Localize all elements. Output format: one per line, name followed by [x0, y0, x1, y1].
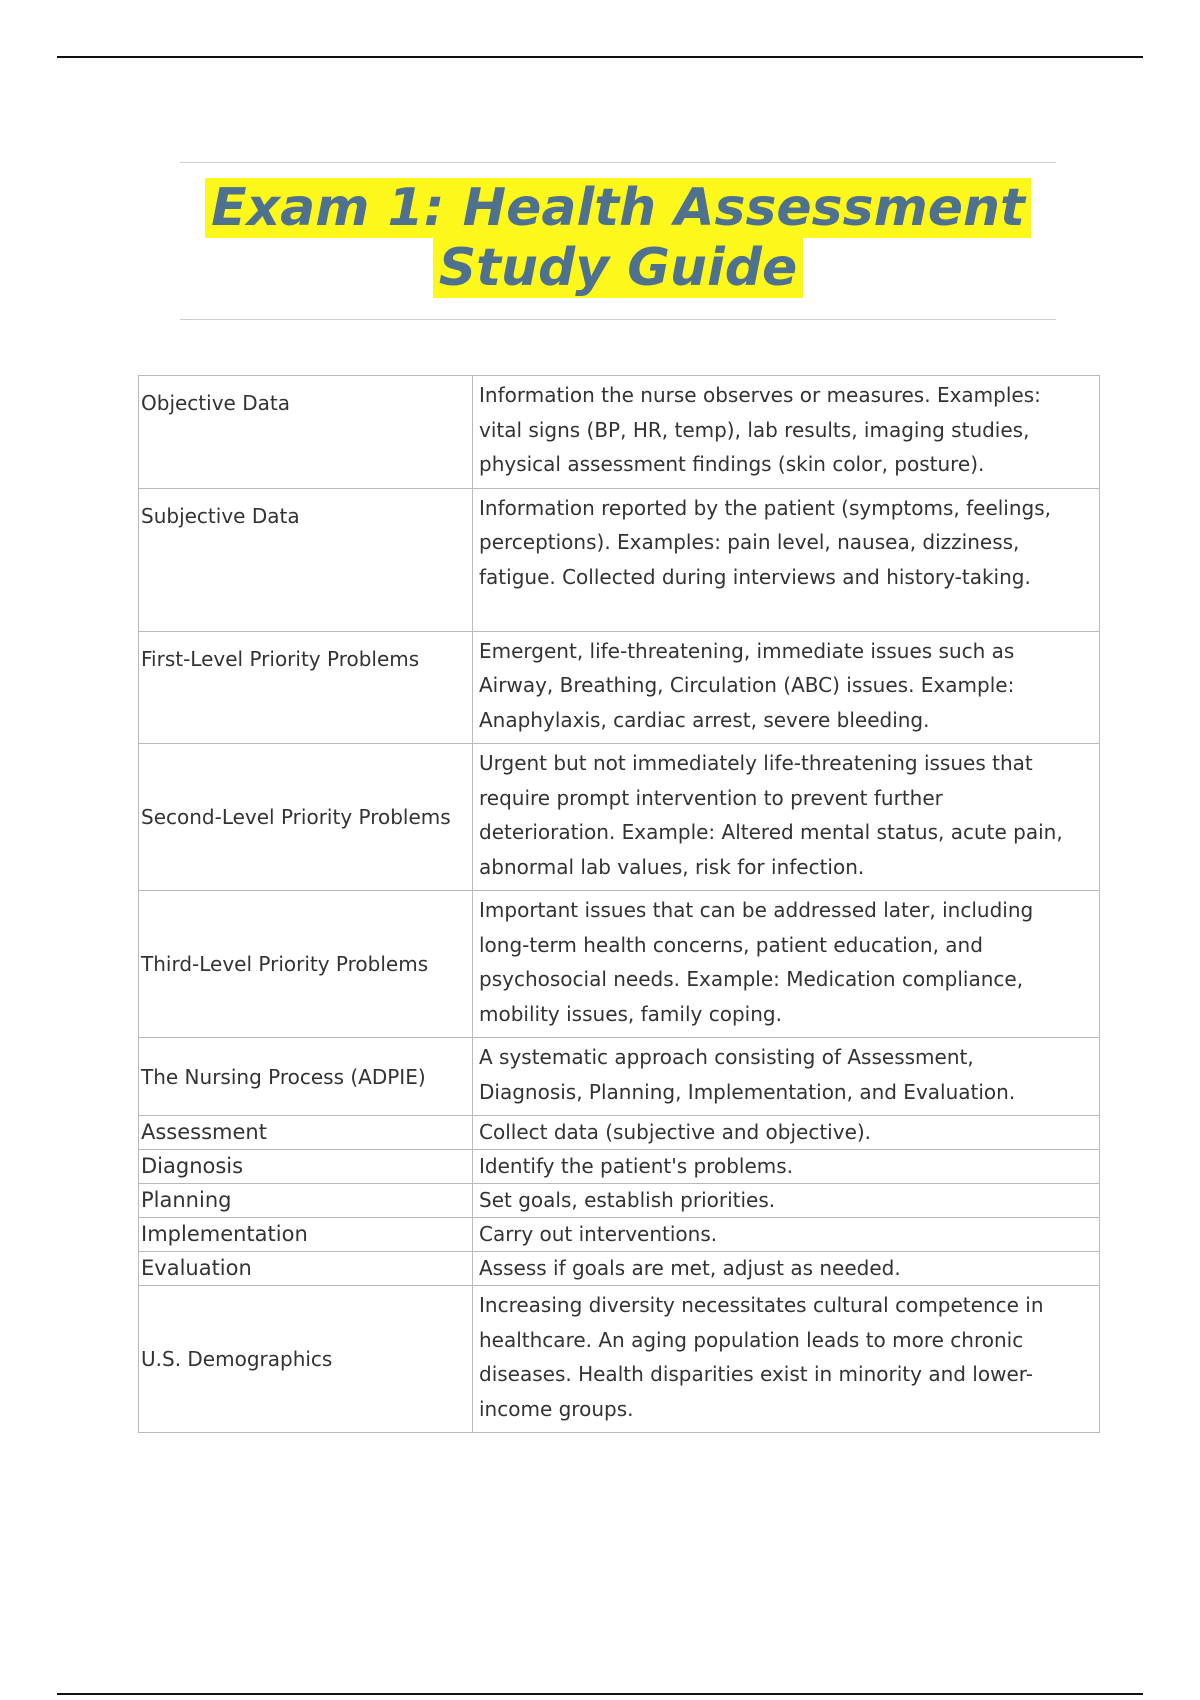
- term-cell: Planning: [139, 1184, 473, 1218]
- title-bottom-rule: [180, 319, 1056, 320]
- title-top-rule: [180, 162, 1056, 163]
- term-cell: The Nursing Process (ADPIE): [139, 1038, 473, 1116]
- term-cell: Evaluation: [139, 1252, 473, 1286]
- definition-cell: Carry out interventions.: [473, 1218, 1100, 1252]
- table-row: [139, 1150, 1100, 1184]
- document-title: [180, 178, 1056, 298]
- term-cell: Implementation: [139, 1218, 473, 1252]
- table-row: [139, 1038, 1100, 1116]
- definition-cell: A systematic approach consisting of Assessment, Diagnosis, Planning, Implementation, and Evaluation.: [473, 1038, 1100, 1116]
- term-cell: First-Level Priority Problems: [139, 631, 473, 744]
- table-row: [139, 376, 1100, 489]
- definition-cell: Important issues that can be addressed later, including long-term health concerns, patient education, and psychosocial needs. Example: Medication compliance, mobility issues, family coping.: [473, 891, 1100, 1038]
- term-cell: Subjective Data: [139, 488, 473, 631]
- table-row: [139, 1116, 1100, 1150]
- table-row: [139, 891, 1100, 1038]
- table-row: [139, 1252, 1100, 1286]
- table-row: [139, 744, 1100, 891]
- definition-cell: Set goals, establish priorities.: [473, 1184, 1100, 1218]
- term-cell: U.S. Demographics: [139, 1286, 473, 1433]
- term-cell: Assessment: [139, 1116, 473, 1150]
- definition-cell: Increasing diversity necessitates cultural competence in healthcare. An aging population leads to more chronic diseases. Health disparities exist in minority and lower-income groups.: [473, 1286, 1100, 1433]
- table-row: [139, 1184, 1100, 1218]
- table-row: [139, 631, 1100, 744]
- definition-cell: Information the nurse observes or measures. Examples: vital signs (BP, HR, temp), lab results, imaging studies, physical assessment findings (skin color, posture).: [473, 376, 1100, 489]
- title-line-2: Study Guide: [433, 238, 804, 298]
- term-cell: Diagnosis: [139, 1150, 473, 1184]
- page-bottom-rule: [57, 1693, 1143, 1695]
- table-row: [139, 1218, 1100, 1252]
- definition-cell: Urgent but not immediately life-threatening issues that require prompt intervention to prevent further deterioration. Example: Altered mental status, acute pain, abnormal lab values, risk for infection.: [473, 744, 1100, 891]
- term-cell: Objective Data: [139, 376, 473, 489]
- term-cell: Third-Level Priority Problems: [139, 891, 473, 1038]
- definition-cell: Information reported by the patient (symptoms, feelings, perceptions). Examples: pain level, nausea, dizziness, fatigue. Collected during interviews and history-taking.: [473, 488, 1100, 631]
- definition-cell: Identify the patient's problems.: [473, 1150, 1100, 1184]
- title-line-1: Exam 1: Health Assessment: [205, 178, 1031, 238]
- table-row: [139, 488, 1100, 631]
- definition-cell: Assess if goals are met, adjust as needed.: [473, 1252, 1100, 1286]
- table-row: [139, 1286, 1100, 1433]
- definition-cell: Emergent, life-threatening, immediate issues such as Airway, Breathing, Circulation (ABC) issues. Example: Anaphylaxis, cardiac arrest, severe bleeding.: [473, 631, 1100, 744]
- definition-cell: Collect data (subjective and objective).: [473, 1116, 1100, 1150]
- page-top-rule: [57, 56, 1143, 58]
- study-guide-table: [138, 375, 1100, 1433]
- term-cell: Second-Level Priority Problems: [139, 744, 473, 891]
